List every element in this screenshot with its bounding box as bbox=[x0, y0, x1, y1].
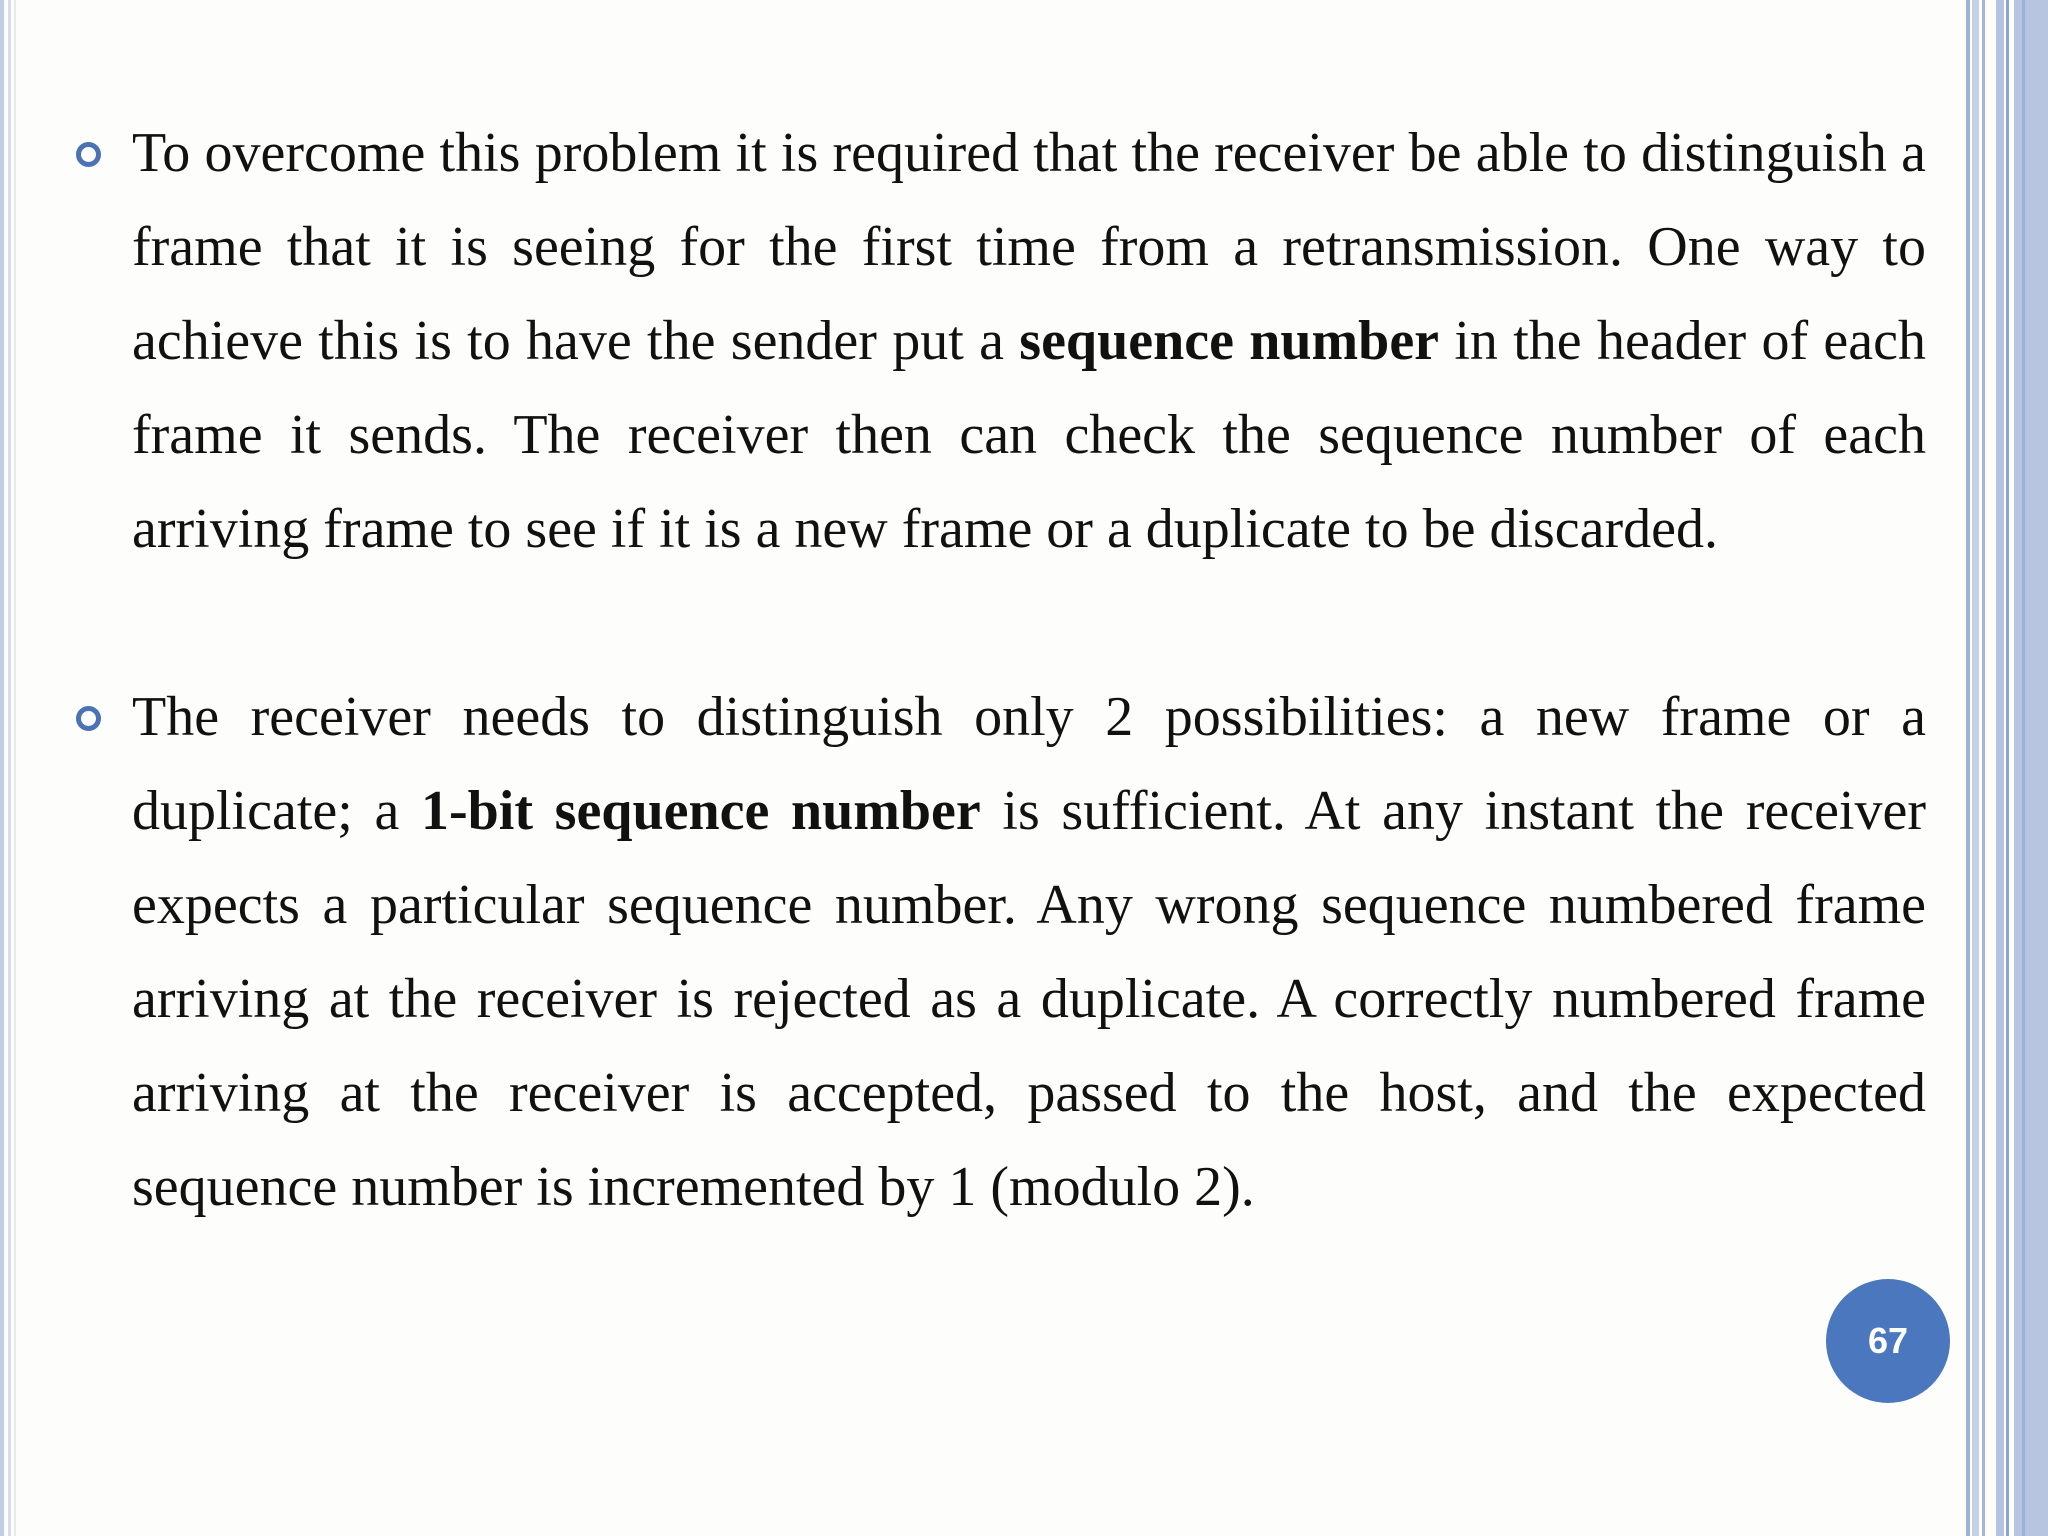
bullet-item bbox=[72, 670, 1926, 1234]
text-run: is sufficient. At any instant the receiver expects a particular sequence number. Any wrong sequence numbered frame arriving at the receiver is rejected as a duplicate. A correctly numbered frame arriving at the receiver is accepted, passed to the host, and the expected sequence number is incremented by 1 (modulo 2). bbox=[132, 780, 1926, 1218]
page-number-badge: 67 bbox=[1826, 1279, 1950, 1403]
left-border-stripe bbox=[0, 0, 4, 1536]
left-border-stripe bbox=[14, 0, 16, 1536]
text-run: The receiver needs to distinguish only 2 possibilities: a new frame or a duplicate; a bbox=[132, 686, 1926, 842]
slide-content bbox=[72, 106, 1926, 1234]
bullet-text bbox=[132, 106, 1926, 576]
bullet-text bbox=[132, 670, 1926, 1234]
stripe bbox=[1972, 0, 1979, 1536]
stripe bbox=[1966, 0, 1970, 1536]
right-decorative-stripes bbox=[1966, 0, 2048, 1536]
bold-term: sequence number bbox=[1019, 310, 1440, 372]
bullet-item bbox=[72, 106, 1926, 576]
left-border-stripe bbox=[8, 0, 11, 1536]
stripe bbox=[1982, 0, 1985, 1536]
stripe bbox=[2014, 0, 2048, 1536]
text-run: To overcome this problem it is required that the receiver be able to distinguish a frame that it is seeing for the first time from a retransmission. One way to achieve this is to have the sender put a bbox=[132, 122, 1926, 372]
stripe bbox=[1996, 0, 2004, 1536]
circle-bullet-icon bbox=[76, 706, 101, 731]
text-run: in the header of each frame it sends. The receiver then can check the sequence number of each arriving frame to see if it is a new frame or a duplicate to be discarded. bbox=[132, 310, 1926, 560]
stripe bbox=[2006, 0, 2009, 1536]
bold-term: 1-bit sequence number bbox=[420, 780, 981, 842]
circle-bullet-icon bbox=[76, 142, 101, 167]
stripe bbox=[2022, 0, 2025, 1536]
